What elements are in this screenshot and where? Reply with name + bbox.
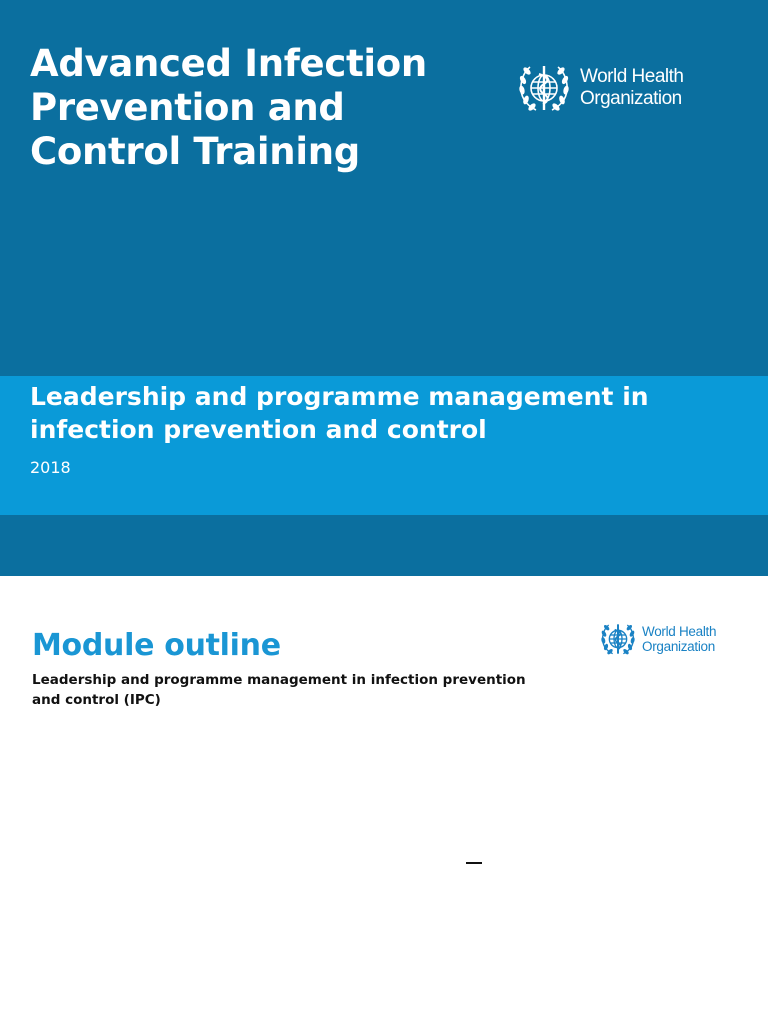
who-wordmark-line2: Organization [580,88,682,109]
who-wordmark-line1: World Health [642,624,717,639]
who-logo [514,58,683,118]
year-label: 2018 [30,458,71,477]
module-title: Leadership and programme management in infection prevention and control [30,382,649,444]
who-wordmark-line2: Organization [642,639,715,654]
who-logo-small [598,619,716,659]
module-outline-slide [0,576,768,1024]
who-wordmark [642,624,716,654]
course-title: Advanced Infection Prevention and Control Training [30,42,427,173]
who-wordmark [580,66,683,110]
who-emblem-icon [598,619,638,659]
dash-mark-text [466,852,482,872]
who-wordmark-line1: World Health [580,66,684,87]
who-emblem-icon [514,58,574,118]
slide-title: Module outline [32,628,281,663]
slide-subtitle: Leadership and programme management in infection prevention and control (IPC) [32,672,526,708]
